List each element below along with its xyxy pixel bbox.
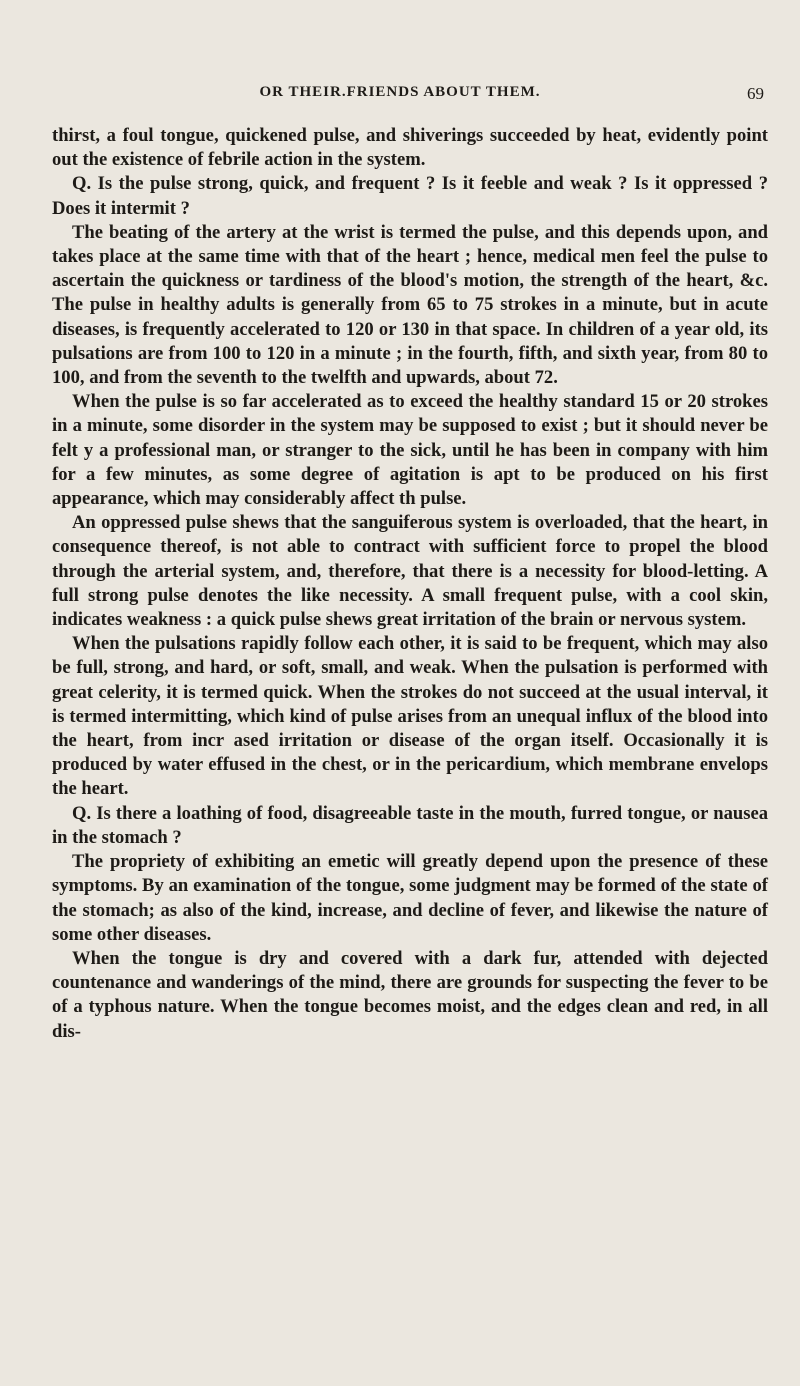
paragraph: When the pulsations rapidly follow each other, it is said to be frequent, which may also be full, strong, and hard, or soft, small, and weak. When the pulsation is performed with great celerity, it is termed quick. When the strokes do not succeed at the usual interval, it is termed intermitting, which kind of pulse arises from an unequal influx of the blood into the heart, from incr ased irritation or disease of the organ itself. Occasionally it is produced by water effused in the chest, or in the pericardium, which membrane envelops the heart.: [52, 633, 768, 800]
paragraph: When the tongue is dry and covered with a dark fur, attended with dejected countenance and wanderings of the mind, there are grounds for suspecting the fever to be of a typhous nature. When the tongue becomes moist, and the edges clean and red, in all dis-: [52, 947, 768, 1042]
running-head: [0, 84, 800, 108]
running-title: OR THEIR.FRIENDS ABOUT THEM.: [259, 84, 541, 100]
paragraph: When the pulse is so far accelerated as to exceed the healthy standard 15 or 20 strokes in a minute, some disorder in the system may be supposed to exist ; but it should never be felt y a professional man, or stranger to the sick, until he has been in company with him for a few minutes, as some degree of agitation is apt to be produced on his first appearance, which may considerably affect th pulse.: [52, 391, 768, 510]
page-number: 69: [747, 84, 764, 103]
paragraph: The propriety of exhibiting an emetic will greatly depend upon the presence of these symptoms. By an examination of the tongue, some judgment may be formed of the state of the stomach; as also of the kind, increase, and decline of fever, and likewise the nature of some other diseases.: [52, 851, 768, 945]
question-paragraph: Q. Is there a loathing of food, disagreeable taste in the mouth, furred tongue, or nausea in the stomach ?: [52, 802, 768, 848]
paragraph: The beating of the artery at the wrist is termed the pulse, and this depends upon, and takes place at the same time with that of the heart ; hence, medical men feel the pulse to ascertain the quickness or tardiness of the blood's motion, the strength of the heart, &c. The pulse in healthy adults is generally from 65 to 75 strokes in a minute, but in acute diseases, is frequently accelerated to 120 or 130 in that space. In children of a year old, its pulsations are from 100 to 120 in a minute ; in the fourth, fifth, and sixth year, from 80 to 100, and from the seventh to the twelfth and upwards, about 72.: [52, 221, 768, 389]
paragraph: thirst, a foul tongue, quickened pulse, and shiverings succeeded by heat, evidently point out the existence of febrile action in the system.: [52, 125, 768, 171]
body-text: [52, 124, 768, 1044]
question-paragraph: Q. Is the pulse strong, quick, and frequent ? Is it feeble and weak ? Is it oppressed ? Does it intermit ?: [52, 173, 768, 219]
paragraph: An oppressed pulse shews that the sanguiferous system is overloaded, that the heart, in consequence thereof, is not able to contract with sufficient force to propel the blood through the arterial system, and, therefore, that there is a necessity for blood-letting. A full strong pulse denotes the like necessity. A small frequent pulse, with a cool skin, indicates weakness : a quick pulse shews great irritation of the brain or nervous system.: [52, 512, 768, 631]
